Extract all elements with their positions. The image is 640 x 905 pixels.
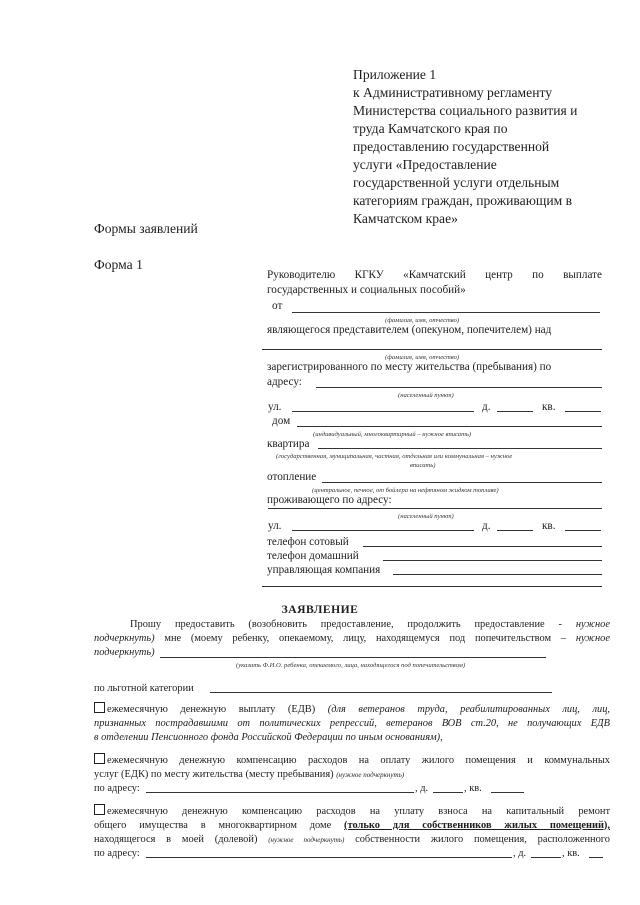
apartment2-label: кв.: [542, 520, 556, 532]
edv-line-2: признанных пострадавшими от политических репрессий, ветеранов ВОВ ст.20, не получающих ЕДВ: [94, 718, 610, 729]
repair-line-2: общего имущества в многоквартирном доме (только для собственников жилых помещений),: [94, 820, 610, 831]
apartment2-field[interactable]: [565, 530, 601, 531]
request-line-2: подчеркнуть) мне (моему ребенку, опекаемому, лицу, находящемуся под попечительством – нужное: [94, 633, 610, 644]
mgmt-company-label: управляющая компания: [267, 564, 381, 576]
representative-label: являющегося представителем (опекуном, попечителем) над: [267, 324, 552, 336]
mobile-phone-field[interactable]: [363, 546, 602, 547]
edk-checkbox[interactable]: [94, 753, 105, 764]
street-field[interactable]: [292, 411, 474, 412]
street-label: ул.: [268, 401, 282, 413]
flat-type-caption-2: вписать): [410, 462, 436, 469]
from-label: от: [272, 300, 283, 312]
home-phone-label: телефон домашний: [267, 550, 359, 562]
heating-caption: (центральное, печное, от бойлера на нефтяном жидком топливе): [312, 487, 499, 494]
forms-heading: Формы заявлений: [94, 221, 198, 236]
request-line-3: подчеркнуть): [94, 647, 155, 658]
edk-address-label: по адресу:: [94, 783, 140, 794]
apartment-field[interactable]: [565, 411, 601, 412]
locality-caption: (населенный пункт): [398, 392, 454, 399]
edk-apt-label: , кв.: [464, 783, 482, 794]
house-number2-field[interactable]: [497, 530, 533, 531]
statement-title: ЗАЯВЛЕНИЕ: [281, 603, 359, 616]
appendix-block: [353, 66, 615, 228]
appendix-line: категориям граждан, проживающим в: [353, 193, 573, 208]
house-number-label: д.: [482, 401, 491, 413]
edk-apt-field[interactable]: [491, 792, 524, 793]
residing-locality-field[interactable]: [268, 508, 602, 509]
repair-line-3: находящегося в моей (долевой) (нужное подчеркнуть) собственности жилого помещения, расположенного: [94, 834, 610, 845]
heating-label: отопление: [267, 471, 317, 483]
heating-field[interactable]: [322, 482, 602, 483]
address-label: адресу:: [267, 376, 302, 388]
appendix-line: Камчатском крае»: [353, 211, 458, 226]
edk-house-field[interactable]: [433, 792, 463, 793]
repair-line-1: ежемесячную денежную компенсацию расходов на уплату взноса на капитальный ремонт: [94, 804, 610, 819]
house-type-caption: (индивидуальный, многоквартирный – нужное вписать): [313, 431, 472, 438]
mgmt-company-field-2[interactable]: [262, 586, 602, 587]
house-type-field[interactable]: [297, 426, 602, 427]
residing-label: проживающего по адресу:: [267, 494, 392, 506]
edv-line-3: в отделении Пенсионного фонда Российской Федерации по иным основаниям),: [94, 732, 443, 743]
addressee-head-line1: Руководителю КГКУ «Камчатский центр по выплате: [267, 269, 602, 281]
appendix-line: услуги «Предоставление: [353, 157, 497, 172]
flat-type-field[interactable]: [318, 448, 602, 449]
category-label: по льготной категории: [94, 683, 194, 694]
ward-fio-field[interactable]: [262, 349, 602, 350]
repair-apt-field[interactable]: [589, 857, 603, 858]
appendix-line: Министерства социального развития и: [353, 103, 578, 118]
repair-house-field[interactable]: [531, 857, 561, 858]
edv-checkbox[interactable]: [94, 702, 105, 713]
repair-address-field[interactable]: [146, 857, 512, 858]
flat-type-label: квартира: [267, 438, 310, 450]
street2-label: ул.: [268, 520, 282, 532]
registered-label: зарегистрированного по месту жительства (пребывания) по: [267, 361, 552, 373]
home-phone-field[interactable]: [383, 560, 602, 561]
appendix-line: предоставлению государственной: [353, 139, 550, 154]
mobile-phone-label: телефон сотовый: [267, 536, 349, 548]
repair-address-label: по адресу:: [94, 848, 140, 859]
addressee-head-line2: государственных и социальных пособий»: [267, 284, 466, 296]
fio-field[interactable]: [292, 312, 600, 313]
request-line-1: Прошу предоставить (возобновить предоставление, продолжить предоставление - нужное: [130, 619, 610, 630]
appendix-line: к Административному регламенту: [353, 85, 553, 100]
appendix-line: государственной услуги отдельным: [353, 175, 560, 190]
appendix-line: Приложение 1: [353, 67, 437, 82]
flat-type-caption: (государственная, муниципальная, частная, отдельная или коммунальная – нужное: [276, 453, 513, 460]
mgmt-company-field[interactable]: [393, 574, 602, 575]
residing-locality-caption: (населенный пункт): [398, 513, 454, 520]
edk-house-label: , д.: [415, 783, 429, 794]
edk-line-1: ежемесячную денежную компенсацию расходов на оплату жилого помещения и коммунальных: [94, 753, 610, 768]
category-field[interactable]: [210, 692, 552, 693]
repair-checkbox[interactable]: [94, 804, 105, 815]
fio-caption: (фамилия, имя, отчество): [385, 317, 460, 324]
house-type-label: дом: [272, 415, 291, 427]
edv-line-1: ежемесячную денежную выплату (ЕДВ) (для ветеранов труда, реабилитированных лиц, лиц,: [94, 702, 610, 717]
child-fio-caption: (указать Ф.И.О. ребенка, опекаемого, лица, находящегося под попечительством): [236, 662, 466, 669]
house-number2-label: д.: [482, 520, 491, 532]
ward-fio-caption: (фамилия, имя, отчество): [385, 354, 460, 361]
form1-heading: Форма 1: [94, 257, 143, 272]
repair-apt-label: , кв.: [562, 848, 580, 859]
house-number-field[interactable]: [497, 411, 533, 412]
apartment-label: кв.: [542, 401, 556, 413]
edk-line-2: услуг (ЕДК) по месту жительства (месту пребывания) (нужное подчеркнуть): [94, 769, 405, 780]
locality-field[interactable]: [316, 387, 602, 388]
appendix-line: труда Камчатского края по: [353, 121, 508, 136]
edk-address-field[interactable]: [146, 792, 414, 793]
repair-house-label: , д.: [513, 848, 527, 859]
street2-field[interactable]: [292, 530, 474, 531]
